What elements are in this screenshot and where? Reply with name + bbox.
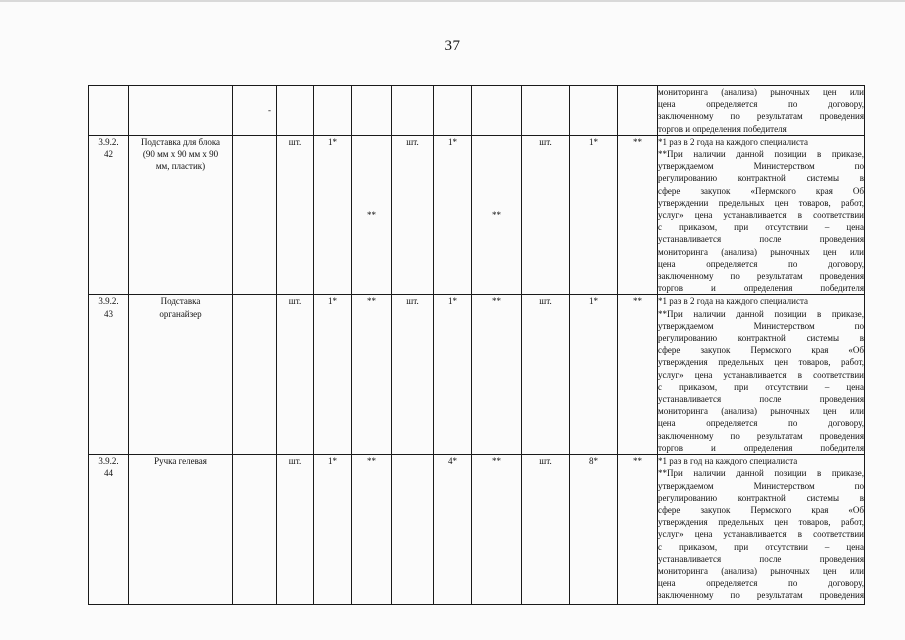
unit1-cell: шт.	[277, 295, 314, 455]
note-line: *1 раз в 2 года на каждого специалиста	[658, 296, 808, 307]
note-line: утверждаемом Министерством по	[658, 320, 864, 331]
unit1-cell: шт.	[277, 135, 314, 295]
note-line: заключенному по результатам проведения	[658, 590, 864, 601]
qty2-cell: 1*	[434, 135, 472, 295]
unit1-cell	[277, 86, 314, 136]
note-line: регулированию контрактной системы в	[658, 492, 864, 503]
top-mark: **	[367, 296, 376, 307]
item-name: Подставка органайзер	[129, 295, 233, 455]
table-row	[89, 135, 865, 295]
extra-cell	[233, 86, 277, 136]
table-row	[89, 295, 865, 455]
note-line: сфере закупок Пермского края «Об	[658, 345, 864, 356]
note-line: мониторинга (анализа) рыночных цен или	[658, 246, 864, 257]
qty3-cell	[570, 86, 618, 136]
note-line: цена определяется по договору,	[658, 99, 864, 110]
note-line: услуг» цена устанавливается в соответствии	[658, 210, 864, 221]
unit1-cell: шт.	[277, 455, 314, 605]
note-line: услуг» цена устанавливается в соответствии	[658, 529, 864, 540]
note-line: услуг» цена устанавливается в соответствии	[658, 369, 864, 380]
qty2-cell	[434, 86, 472, 136]
note-line: устанавливается после проведения	[658, 553, 864, 564]
note-line: мониторинга (анализа) рыночных цен или	[658, 406, 864, 417]
price3-cell	[618, 86, 658, 136]
note-line: торгов и определения победителя	[658, 442, 864, 453]
note-line: с приказом, при отсутствии – цена	[658, 222, 864, 233]
note-line: торгов и определения победителя	[658, 123, 787, 134]
price2-cell	[472, 455, 522, 605]
price1-cell	[352, 135, 392, 295]
note-line: **При наличии данной позиции в приказе,	[658, 308, 864, 319]
qty2-cell: 4*	[434, 455, 472, 605]
unit3-cell: шт.	[522, 135, 570, 295]
unit3-cell: шт.	[522, 455, 570, 605]
note-cell	[658, 455, 865, 605]
note-line: сфере закупок «Пермского края Об	[658, 185, 864, 196]
price3-cell: **	[618, 455, 658, 605]
unit2-cell: шт.	[392, 135, 434, 295]
item-number: 3.9.2. 42	[89, 135, 129, 295]
note-line: утверждении предельных цен товаров, работ,	[658, 197, 864, 208]
price1-cell	[352, 455, 392, 605]
qty1-cell: 1*	[314, 455, 352, 605]
qty3-cell: 1*	[570, 135, 618, 295]
note-line: заключенному по результатам проведения	[658, 430, 864, 441]
item-name: Ручка гелевая	[129, 455, 233, 605]
note-line: заключенному по результатам проведения	[658, 271, 864, 282]
top-mark: **	[492, 296, 501, 307]
note-line: *1 раз в 2 года на каждого специалиста	[658, 136, 808, 147]
extra-cell	[233, 455, 277, 605]
price3-cell: **	[618, 135, 658, 295]
qty1-cell	[314, 86, 352, 136]
note-line: регулированию контрактной системы в	[658, 333, 864, 344]
extra-cell	[233, 135, 277, 295]
table-row	[89, 455, 865, 605]
top-mark: **	[492, 456, 501, 467]
note-line: заключенному по результатам проведения	[658, 111, 864, 122]
note-line: **При наличии данной позиции в приказе,	[658, 149, 864, 160]
note-line: мониторинга (анализа) рыночных цен или	[658, 87, 864, 97]
table-row-continuation	[89, 86, 865, 136]
price3-cell: **	[618, 295, 658, 455]
note-line: утверждаемом Министерством по	[658, 161, 864, 172]
requirements-table	[88, 85, 865, 605]
note-line: с приказом, при отсутствии – цена	[658, 541, 864, 552]
name-cell	[129, 86, 233, 136]
qty2-cell: 1*	[434, 295, 472, 455]
price1-cell	[352, 295, 392, 455]
price2-cell	[472, 86, 522, 136]
price1-cell	[352, 86, 392, 136]
note-cell	[658, 86, 865, 136]
note-line: цена определяется по договору,	[658, 418, 864, 429]
scan-top-edge	[0, 0, 905, 2]
note-line: сфере закупок Пермского края «Об	[658, 504, 864, 515]
item-number: 3.9.2. 44	[89, 455, 129, 605]
note-line: утверждения предельных цен товаров, работ,	[658, 517, 864, 528]
item-number: 3.9.2. 43	[89, 295, 129, 455]
note-line: с приказом, при отсутствии – цена	[658, 381, 864, 392]
page-number: 37	[444, 38, 461, 54]
unit2-cell	[392, 86, 434, 136]
note-line: устанавливается после проведения	[658, 234, 864, 245]
note-line: **При наличии данной позиции в приказе,	[658, 468, 864, 479]
unit2-cell: шт.	[392, 295, 434, 455]
price2-cell	[472, 295, 522, 455]
note-cell	[658, 295, 865, 455]
qty1-cell: 1*	[314, 295, 352, 455]
unit3-cell	[522, 86, 570, 136]
top-mark: **	[367, 456, 376, 467]
note-line: устанавливается после проведения	[658, 394, 864, 405]
note-line: цена определяется по договору,	[658, 258, 864, 269]
unit2-cell	[392, 455, 434, 605]
price-mark: **	[492, 210, 501, 221]
qty3-cell: 1*	[570, 295, 618, 455]
note-cell	[658, 135, 865, 295]
note-line: *1 раз в год на каждого специалиста	[658, 456, 798, 467]
extra-cell	[233, 295, 277, 455]
number-cell	[89, 86, 129, 136]
item-name: Подставка для блока (90 мм х 90 мм х 90 мм, пластик)	[129, 135, 233, 295]
mark-text: -	[268, 105, 271, 116]
note-line: утверждаемом Министерством по	[658, 480, 864, 491]
unit3-cell: шт.	[522, 295, 570, 455]
price2-cell	[472, 135, 522, 295]
price-mark: **	[367, 210, 376, 221]
note-line: утверждения предельных цен товаров, работ,	[658, 357, 864, 368]
note-line: торгов и определения победителя	[658, 283, 864, 294]
note-line: цена определяется по договору,	[658, 578, 864, 589]
note-line: регулированию контрактной системы в	[658, 173, 864, 184]
qty3-cell: 8*	[570, 455, 618, 605]
note-line: мониторинга (анализа) рыночных цен или	[658, 565, 864, 576]
qty1-cell: 1*	[314, 135, 352, 295]
